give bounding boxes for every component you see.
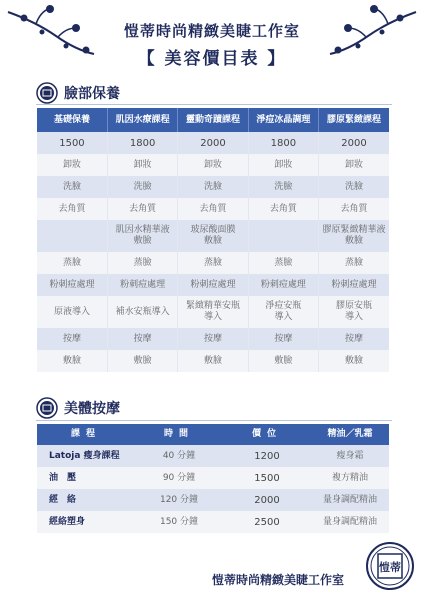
price-list-title: 【 美容價目表 】 (137, 49, 287, 69)
table-row (37, 274, 389, 296)
table-row (37, 328, 389, 350)
table-cell-oil: 瘦身霜 (311, 445, 389, 467)
cell-text: 敷臉 (203, 236, 222, 246)
table-cell (178, 350, 248, 372)
table-cell (248, 132, 318, 154)
seal-emblem-icon (36, 82, 58, 104)
cell-text: 洗臉 (274, 181, 293, 192)
table-cell-course: 經絡塑身 (37, 511, 135, 533)
cell-text: 洗臉 (345, 181, 364, 192)
table-cell-price: 2000 (223, 489, 311, 511)
table-cell (107, 328, 177, 350)
table-cell-time: 90 分鐘 (135, 467, 223, 489)
cell-text: 導入 (203, 312, 222, 322)
table-cell (319, 296, 389, 328)
cell-text: 洗臉 (203, 181, 222, 192)
column-header: 肌因水療課程 (107, 108, 177, 132)
table-cell (107, 198, 177, 220)
cell-text: 卸妝 (203, 159, 222, 170)
table-cell (248, 198, 318, 220)
cell-text: 去角質 (58, 203, 86, 214)
table-cell (319, 252, 389, 274)
table-row (37, 132, 389, 154)
cell-text: 敷臉 (274, 355, 293, 366)
cell-text: 去角質 (199, 203, 227, 214)
cell-text: 按摩 (345, 333, 364, 344)
table-cell-price: 1500 (223, 467, 311, 489)
table-cell (319, 274, 389, 296)
table-row (37, 511, 389, 533)
face-section-divider (36, 104, 392, 105)
table-cell (107, 176, 177, 198)
cell-text: 肌因水精華液 (115, 225, 170, 235)
studio-seal-logo-icon (365, 541, 415, 591)
cell-text: 粉刺痘處理 (120, 279, 166, 290)
table-cell-time: 120 分鐘 (135, 489, 223, 511)
body-section-title: 美體按摩 (64, 401, 120, 417)
table-row (37, 220, 389, 252)
cell-text: 緊緻精華安瓶 (185, 301, 240, 311)
table-cell-course: 經 絡 (37, 489, 135, 511)
table-cell (248, 220, 318, 252)
table-row (37, 154, 389, 176)
cell-text: 敷臉 (345, 355, 364, 366)
column-header: 淨痘冰晶調理 (248, 108, 318, 132)
cell-text: 1800 (129, 137, 156, 149)
table-cell (248, 296, 318, 328)
cell-text: 粉刺痘處理 (260, 279, 306, 290)
cell-text: 按摩 (62, 333, 81, 344)
table-cell (248, 328, 318, 350)
table-cell (178, 274, 248, 296)
face-section-title: 臉部保養 (64, 86, 120, 102)
table-cell (37, 274, 107, 296)
table-cell (37, 328, 107, 350)
cell-text: 蒸臉 (274, 257, 293, 268)
cell-text: 敷臉 (345, 236, 364, 246)
table-cell (178, 198, 248, 220)
table-cell (37, 132, 107, 154)
table-cell (37, 176, 107, 198)
table-cell (248, 350, 318, 372)
table-cell (107, 252, 177, 274)
table-cell (37, 350, 107, 372)
table-cell (319, 220, 389, 252)
cell-text: 洗臉 (62, 181, 81, 192)
table-cell (248, 154, 318, 176)
seal-lettering: 愷蒂 (379, 561, 401, 574)
cell-text: 卸妝 (62, 159, 81, 170)
table-cell (319, 328, 389, 350)
table-row (37, 350, 389, 372)
table-cell (37, 198, 107, 220)
face-section-heading (36, 82, 120, 104)
table-row (37, 296, 389, 328)
table-cell (107, 350, 177, 372)
table-row (37, 445, 389, 467)
table-cell (37, 220, 107, 252)
table-cell (178, 252, 248, 274)
cell-text: 去角質 (340, 203, 368, 214)
cell-text: 導入 (345, 312, 364, 322)
page-header (0, 0, 424, 78)
body-massage-price-table (37, 424, 389, 533)
column-header: 時間 (135, 424, 223, 445)
table-cell-oil: 量身調配精油 (311, 511, 389, 533)
cell-text: 原液導入 (53, 306, 90, 317)
cell-text: 敷臉 (133, 236, 152, 246)
table-cell-oil: 量身調配精油 (311, 489, 389, 511)
table-cell (319, 154, 389, 176)
table-cell (178, 328, 248, 350)
cell-text: 卸妝 (133, 159, 152, 170)
table-cell (107, 220, 177, 252)
cell-text: 補水安瓶導入 (115, 306, 170, 317)
table-cell (319, 350, 389, 372)
table-cell (178, 220, 248, 252)
body-table-body (37, 445, 389, 533)
column-header: 價位 (223, 424, 311, 445)
cell-text: 1800 (270, 137, 297, 149)
footer-studio-name: 愷蒂時尚精緻美睫工作室 (212, 573, 345, 587)
table-cell-time: 40 分鐘 (135, 445, 223, 467)
face-table-body (37, 132, 389, 372)
cell-text: 粉刺痘處理 (49, 279, 95, 290)
seal-emblem-icon (36, 397, 58, 419)
cell-text: 粉刺痘處理 (331, 279, 377, 290)
table-cell (319, 132, 389, 154)
cell-text: 敷臉 (62, 355, 81, 366)
cell-text: 粉刺痘處理 (190, 279, 236, 290)
table-header-row (37, 108, 389, 132)
table-row (37, 176, 389, 198)
cell-text: 淨痘安瓶 (265, 301, 302, 311)
cell-text: 蒸臉 (62, 257, 81, 268)
column-header: 基礎保養 (37, 108, 107, 132)
studio-name-heading: 愷蒂時尚精緻美睫工作室 (123, 22, 300, 40)
table-cell-time: 150 分鐘 (135, 511, 223, 533)
cell-text: 蒸臉 (133, 257, 152, 268)
table-cell (319, 198, 389, 220)
table-cell (178, 132, 248, 154)
cell-text: 膠原緊緻精華液 (322, 225, 386, 235)
cell-text: 蒸臉 (345, 257, 364, 268)
table-cell-oil: 複方精油 (311, 467, 389, 489)
cell-text: 1500 (59, 137, 85, 149)
cell-text: 卸妝 (345, 159, 364, 170)
body-section-divider (36, 420, 392, 421)
cell-text: 按摩 (274, 333, 293, 344)
table-header-row (37, 424, 389, 445)
cell-text: 去角質 (269, 203, 297, 214)
table-cell (248, 176, 318, 198)
table-row (37, 198, 389, 220)
table-cell-price: 1200 (223, 445, 311, 467)
table-cell (37, 154, 107, 176)
table-row (37, 467, 389, 489)
cell-text: 卸妝 (274, 159, 293, 170)
table-row (37, 252, 389, 274)
table-cell (107, 154, 177, 176)
table-cell (178, 296, 248, 328)
cell-text: 按摩 (133, 333, 152, 344)
table-cell (178, 176, 248, 198)
table-cell (248, 252, 318, 274)
table-cell (248, 274, 318, 296)
table-cell (107, 296, 177, 328)
cell-text: 2000 (341, 137, 367, 149)
table-cell (319, 176, 389, 198)
table-cell (178, 154, 248, 176)
cell-text: 按摩 (203, 333, 222, 344)
cell-text: 膠原安瓶 (336, 301, 373, 311)
table-cell-course: Latoja 瘦身課程 (37, 445, 135, 467)
column-header: 靈動奇蹟課程 (178, 108, 248, 132)
column-header: 膠原緊緻課程 (319, 108, 389, 132)
table-cell-price: 2500 (223, 511, 311, 533)
cell-text: 蒸臉 (203, 257, 222, 268)
cell-text: 2000 (200, 137, 226, 149)
table-cell (107, 132, 177, 154)
table-cell (107, 274, 177, 296)
table-row (37, 489, 389, 511)
cell-text: 玻尿酸面膜 (190, 225, 236, 235)
cell-text: 去角質 (129, 203, 157, 214)
cell-text: 導入 (274, 312, 293, 322)
table-cell-course: 油 壓 (37, 467, 135, 489)
cell-text: 敷臉 (133, 355, 152, 366)
cell-text: 敷臉 (203, 355, 222, 366)
table-cell (37, 296, 107, 328)
column-header: 精油／乳霜 (311, 424, 389, 445)
table-cell (37, 252, 107, 274)
face-price-table (37, 108, 389, 372)
column-header: 課程 (37, 424, 135, 445)
cell-text: 洗臉 (133, 181, 152, 192)
body-section-heading (36, 397, 120, 419)
